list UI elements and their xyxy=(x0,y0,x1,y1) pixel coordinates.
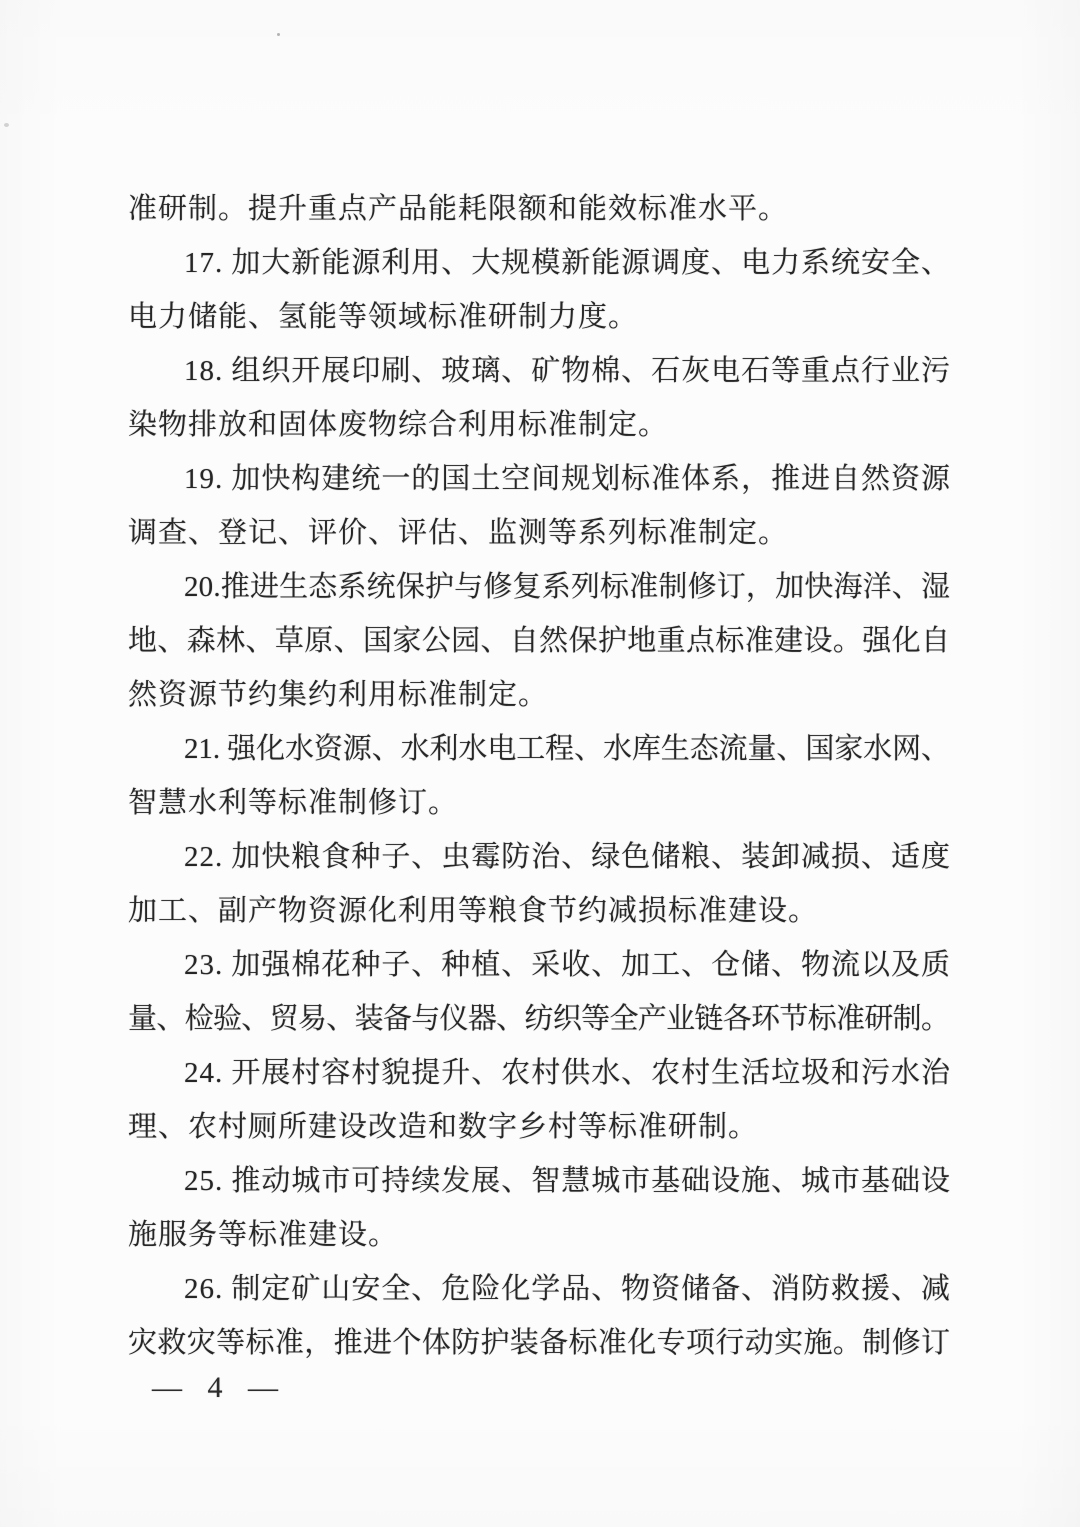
text-line: 20.推进生态系统保护与修复系列标准制修订，加快海洋、湿 xyxy=(184,571,951,603)
scan-artifact-dot xyxy=(4,123,9,127)
text-line: 19. 加快构建统一的国土空间规划标准体系，推进自然资源 xyxy=(184,463,951,495)
text-line: 准研制。提升重点产品能耗限额和能效标准水平。 xyxy=(128,193,789,225)
document-body xyxy=(128,182,950,1370)
text-line: 23. 加强棉花种子、种植、采收、加工、仓储、物流以及质 xyxy=(184,949,951,981)
text-line: 加工、副产物资源化利用等粮食节约减损标准建设。 xyxy=(128,895,819,927)
page-number: — 4 — xyxy=(152,1371,287,1404)
text-line: 22. 加快粮食种子、虫霉防治、绿色储粮、装卸减损、适度 xyxy=(184,841,951,873)
text-line: 灾救灾等标准，推进个体防护装备标准化专项行动实施。制修订 xyxy=(128,1327,951,1359)
text-line: 25. 推动城市可持续发展、智慧城市基础设施、城市基础设 xyxy=(184,1165,951,1197)
text-line: 18. 组织开展印刷、玻璃、矿物棉、石灰电石等重点行业污 xyxy=(184,355,951,387)
text-line: 24. 开展村容村貌提升、农村供水、农村生活垃圾和污水治 xyxy=(184,1057,951,1089)
text-line: 26. 制定矿山安全、危险化学品、物资储备、消防救援、减 xyxy=(184,1273,951,1305)
text-line: 地、森林、草原、国家公园、自然保护地重点标准建设。强化自 xyxy=(128,625,951,657)
text-line: 智慧水利等标准制修订。 xyxy=(128,787,459,819)
text-line: 调查、登记、评价、评估、监测等系列标准制定。 xyxy=(128,517,789,549)
text-line: 17. 加大新能源利用、大规模新能源调度、电力系统安全、 xyxy=(184,247,951,279)
scan-artifact-dot xyxy=(277,33,280,36)
text-line: 施服务等标准建设。 xyxy=(128,1219,399,1251)
text-line: 21. 强化水资源、水利水电工程、水库生态流量、国家水网、 xyxy=(184,733,950,765)
text-line: 电力储能、氢能等领域标准研制力度。 xyxy=(128,301,639,333)
text-line: 理、农村厕所建设改造和数字乡村等标准研制。 xyxy=(128,1111,759,1143)
text-line: 染物排放和固体废物综合利用标准制定。 xyxy=(128,409,669,441)
text-line: 量、检验、贸易、装备与仪器、纺织等全产业链各环节标准研制。 xyxy=(128,1003,950,1035)
text-line: 然资源节约集约利用标准制定。 xyxy=(128,679,549,711)
